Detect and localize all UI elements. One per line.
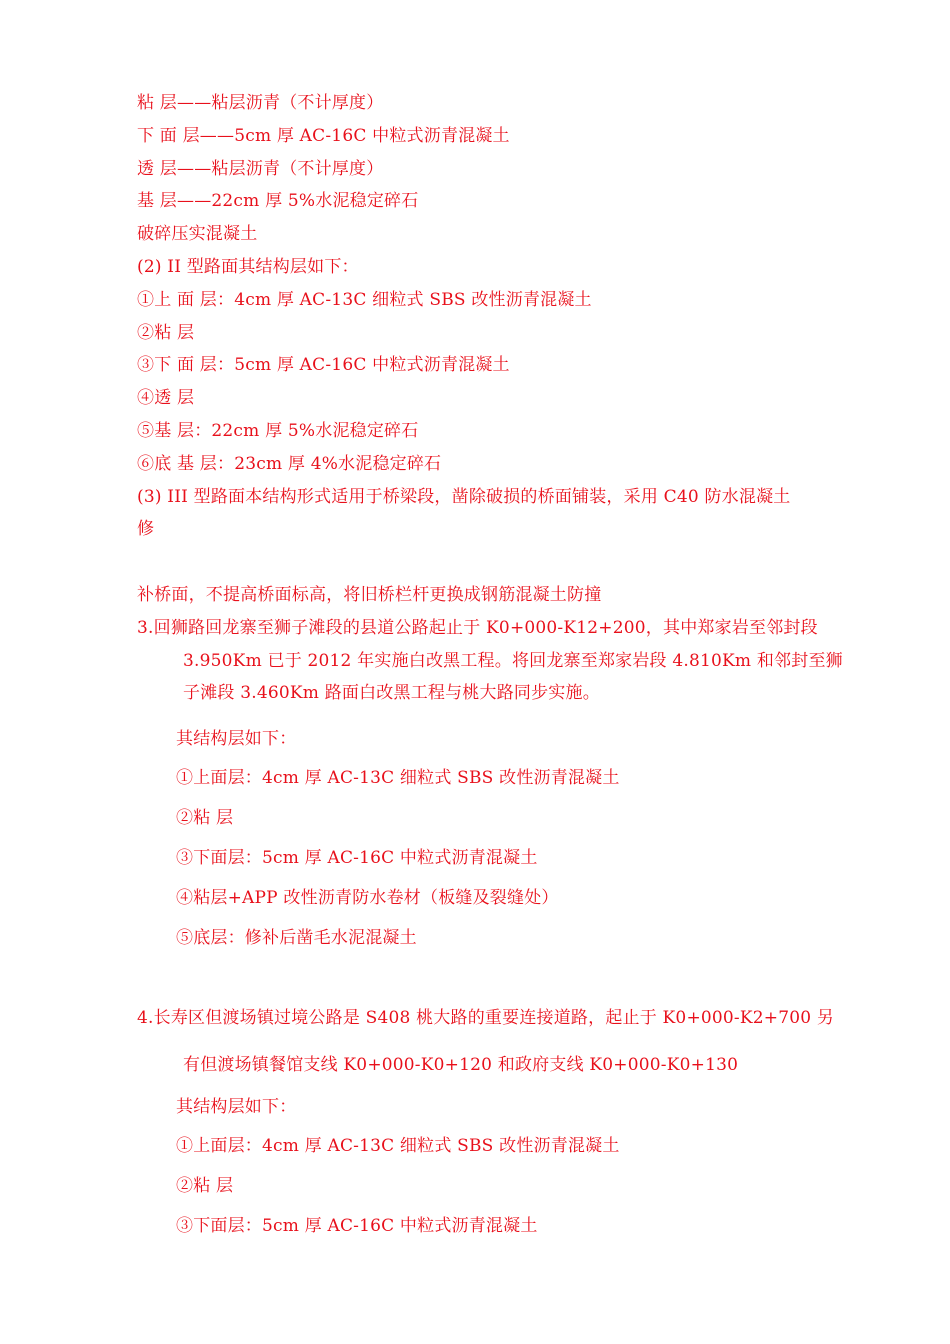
text-line: 下 面 层——5cm 厚 AC-16C 中粒式沥青混凝土	[137, 126, 510, 146]
text-line: ③下 面 层：5cm 厚 AC-16C 中粒式沥青混凝土	[137, 355, 510, 375]
text-line: ④粘层+APP 改性沥青防水卷材（板缝及裂缝处）	[176, 888, 559, 908]
text-line: 修	[137, 519, 155, 539]
text-line: 透 层——粘层沥青（不计厚度）	[137, 159, 384, 179]
text-line: 粘 层——粘层沥青（不计厚度）	[137, 93, 384, 113]
text-line: ①上面层：4cm 厚 AC-13C 细粒式 SBS 改性沥青混凝土	[176, 1136, 620, 1156]
text-line: ③下面层：5cm 厚 AC-16C 中粒式沥青混凝土	[176, 848, 538, 868]
text-line: 破碎压实混凝土	[137, 224, 258, 244]
text-line: 子滩段 3.460Km 路面白改黑工程与桃大路同步实施。	[183, 683, 600, 703]
text-line: ①上 面 层：4cm 厚 AC-13C 细粒式 SBS 改性沥青混凝土	[137, 290, 592, 310]
text-line: 补桥面，不提高桥面标高，将旧桥栏杆更换成钢筋混凝土防撞	[137, 585, 602, 605]
text-line: 基 层——22cm 厚 5%水泥稳定碎石	[137, 191, 419, 211]
text-line: ②粘 层	[176, 808, 234, 828]
text-line: 其结构层如下：	[176, 729, 297, 749]
text-line: ③下面层：5cm 厚 AC-16C 中粒式沥青混凝土	[176, 1216, 538, 1236]
text-line: 3.950Km 已于 2012 年实施白改黑工程。将回龙寨至郑家岩段 4.810Km 和邻封至狮	[183, 651, 843, 671]
text-line: ⑤基 层：22cm 厚 5%水泥稳定碎石	[137, 421, 419, 441]
text-line: ④透 层	[137, 388, 195, 408]
text-line: 3.回狮路回龙寨至狮子滩段的县道公路起止于 K0+000-K12+200，其中郑家岩至邻封段	[137, 618, 818, 638]
text-line: ⑥底 基 层：23cm 厚 4%水泥稳定碎石	[137, 454, 442, 474]
text-line: ②粘 层	[176, 1176, 234, 1196]
text-line: (3) III 型路面本结构形式适用于桥梁段，凿除破损的桥面铺装，采用 C40 防水混凝土	[137, 487, 791, 507]
text-line: 有但渡场镇餐馆支线 K0+000-K0+120 和政府支线 K0+000-K0+130	[183, 1055, 739, 1075]
text-line: 4.长寿区但渡场镇过境公路是 S408 桃大路的重要连接道路，起止于 K0+000-K2+700 另	[137, 1008, 835, 1028]
text-line: ⑤底层：修补后凿毛水泥混凝土	[176, 928, 417, 948]
text-line: ②粘 层	[137, 323, 195, 343]
text-line: ①上面层：4cm 厚 AC-13C 细粒式 SBS 改性沥青混凝土	[176, 768, 620, 788]
text-line: (2) II 型路面其结构层如下：	[137, 257, 359, 277]
text-line: 其结构层如下：	[176, 1097, 297, 1117]
